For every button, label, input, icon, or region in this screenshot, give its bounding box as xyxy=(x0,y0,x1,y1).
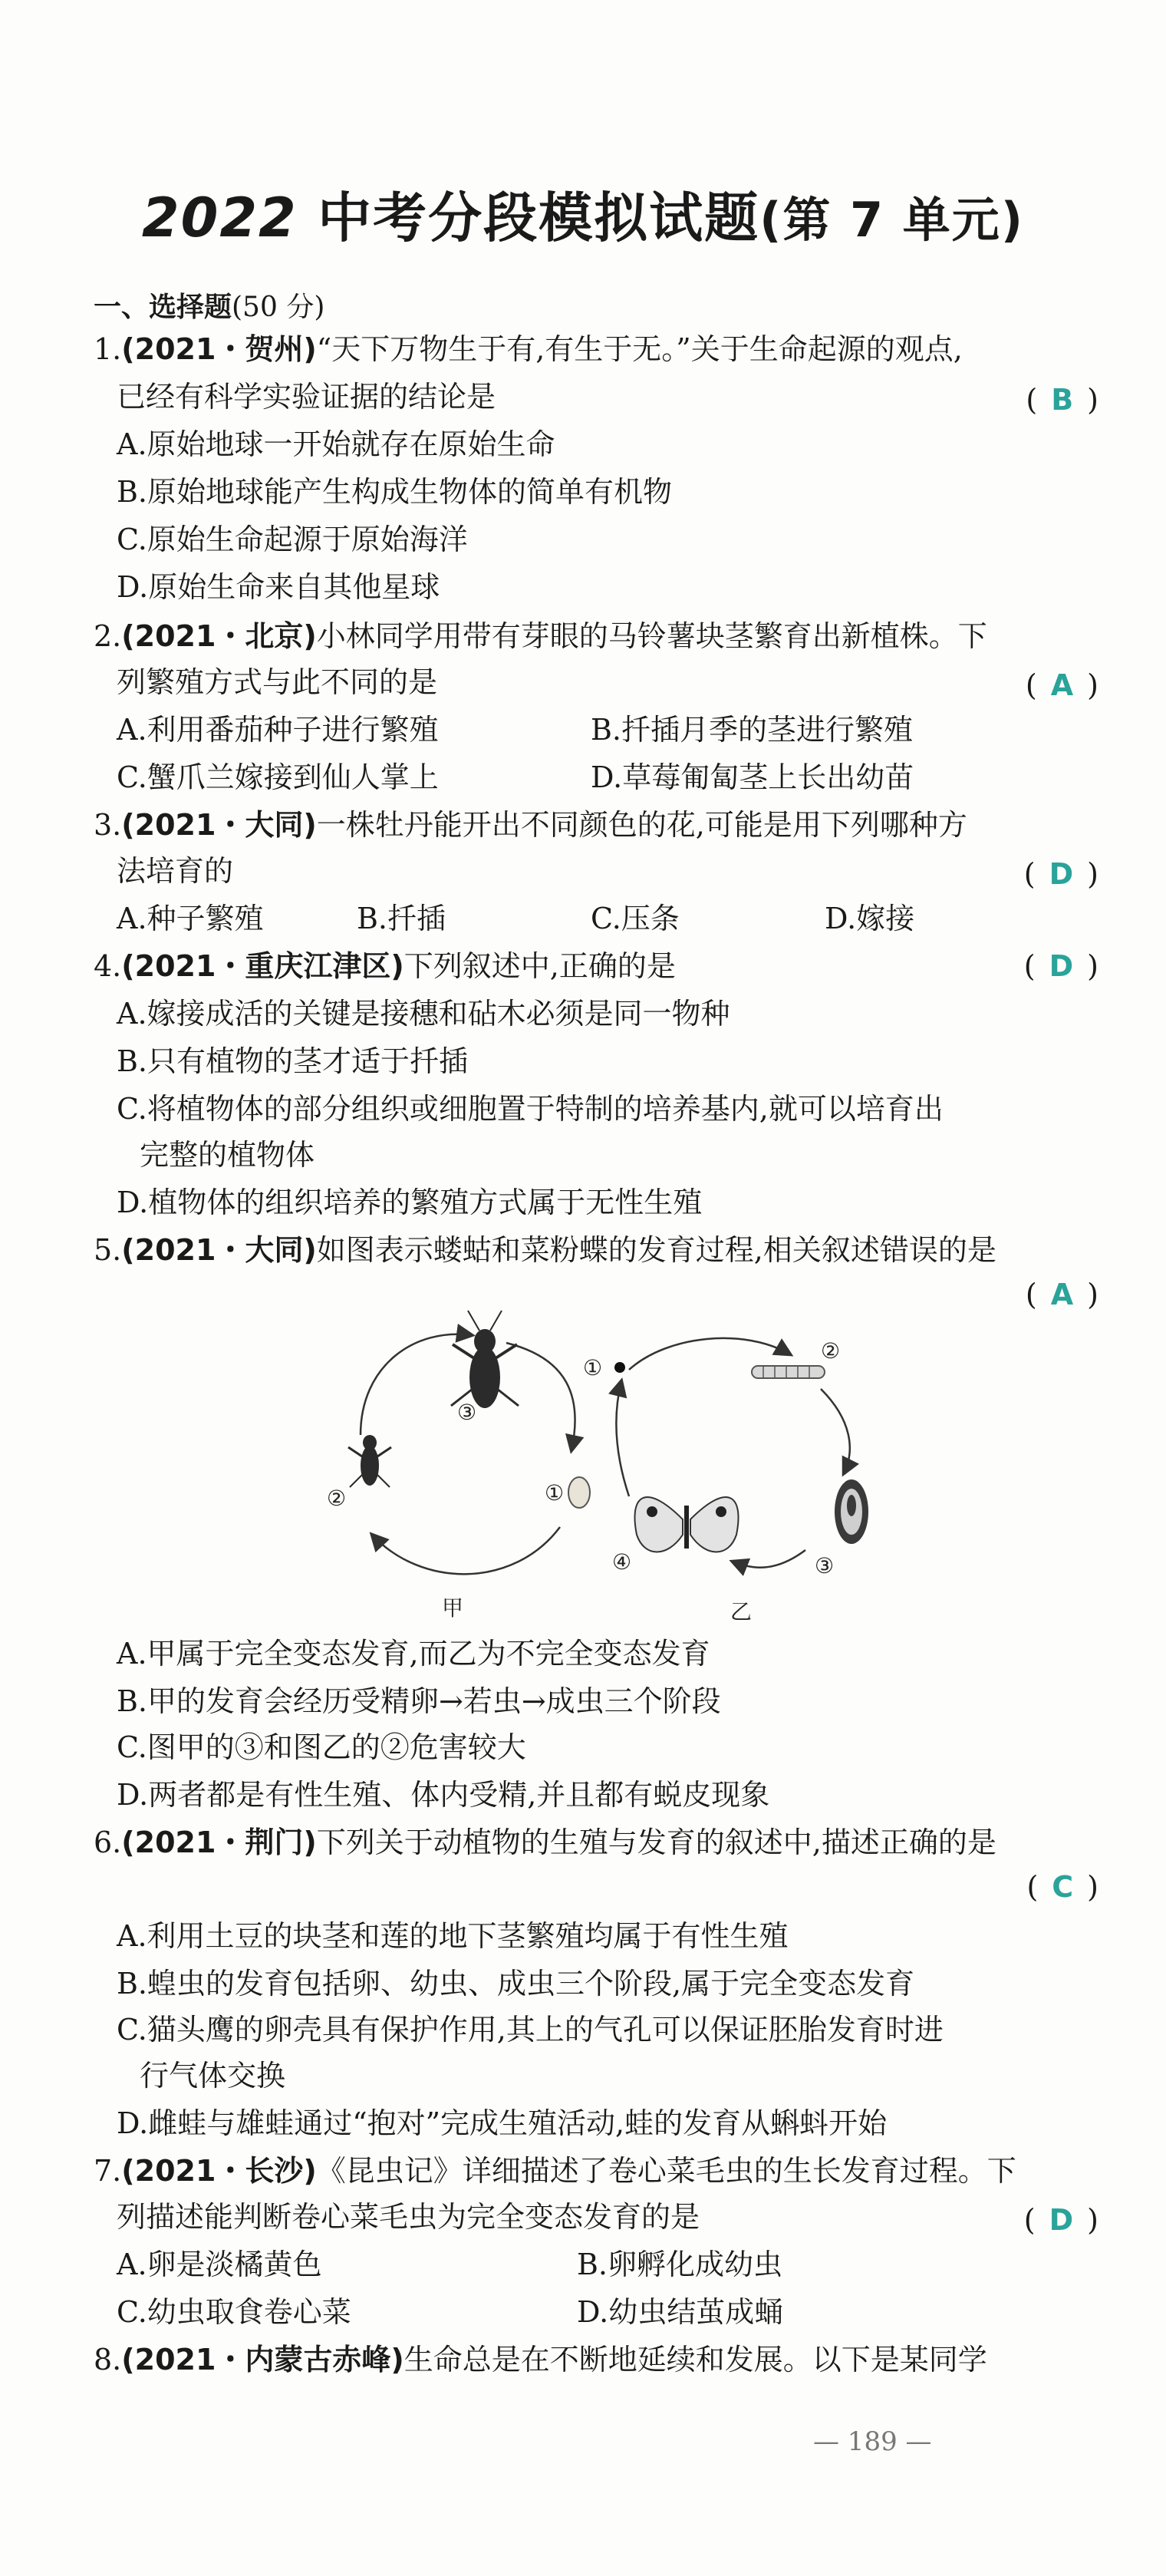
q1-answer: ( B ) xyxy=(1026,383,1098,417)
q1-stem-line2: 已经有科学实验证据的结论是 xyxy=(117,380,496,414)
q1-stem1: “天下万物生于有,有生于无。”关于生命起源的观点, xyxy=(316,332,963,366)
page-title xyxy=(0,175,1166,252)
q2-answer: ( A ) xyxy=(1025,668,1098,702)
q5-answer-value: A xyxy=(1050,1278,1074,1311)
yi-mark-4: ④ xyxy=(612,1549,632,1575)
q4-answer: ( D ) xyxy=(1023,949,1098,983)
q2-stem-line1 xyxy=(94,618,987,654)
yi-arrow-left xyxy=(616,1381,629,1496)
q1-source: (2021・贺州) xyxy=(121,332,317,366)
q5-stem-line1 xyxy=(94,1232,996,1268)
yi-mark-2: ② xyxy=(821,1338,841,1364)
q5-stem1: 如图表示蝼蛄和菜粉蝶的发育过程,相关叙述错误的是 xyxy=(316,1233,996,1267)
pupa xyxy=(835,1479,868,1544)
mole-cricket-adult xyxy=(451,1311,519,1408)
q4-stem-line1 xyxy=(94,948,676,984)
q5-option-b: B.甲的发育会经历受精卵→若虫→成虫三个阶段 xyxy=(117,1684,721,1718)
q8-stem-line1 xyxy=(94,2342,987,2377)
q4-option-c-cont: 完整的植物体 xyxy=(140,1138,315,1172)
q7-option-b: B.卵孵化成幼虫 xyxy=(577,2248,783,2281)
q3-option-d: D.嫁接 xyxy=(825,902,915,935)
q3-answer: ( D ) xyxy=(1023,857,1098,891)
yi-egg xyxy=(614,1362,625,1373)
q2-number: 2. xyxy=(94,619,122,653)
q1-option-a: A.原始地球一开始就存在原始生命 xyxy=(117,427,555,461)
q7-option-d: D.幼虫结茧成蛹 xyxy=(577,2295,784,2329)
q4-option-a: A.嫁接成活的关键是接穗和砧木必须是同一物种 xyxy=(117,997,730,1031)
q8-number: 8. xyxy=(94,2343,122,2376)
butterfly xyxy=(635,1497,739,1552)
q6-option-b: B.蝗虫的发育包括卵、幼虫、成虫三个阶段,属于完全变态发育 xyxy=(117,1967,915,2000)
q7-answer: ( D ) xyxy=(1023,2203,1098,2237)
q3-stem-line1 xyxy=(94,807,967,843)
page-number: — 189 — xyxy=(813,2426,932,2457)
title-unit: (第 7 单元) xyxy=(759,192,1025,248)
q5-option-d: D.两者都是有性生殖、体内受精,并且都有蜕皮现象 xyxy=(117,1778,770,1812)
jia-label: 甲 xyxy=(442,1595,464,1621)
jia-arrow-top xyxy=(361,1334,472,1435)
jia-mark-2: ② xyxy=(327,1486,347,1511)
yi-mark-1: ① xyxy=(583,1355,603,1380)
q3-stem-line2: 法培育的 xyxy=(117,854,234,888)
q7-number: 7. xyxy=(94,2154,122,2188)
caterpillar xyxy=(752,1366,825,1378)
jia-mark-1: ① xyxy=(545,1480,565,1506)
section-points: (50 分) xyxy=(232,292,325,323)
q6-option-a: A.利用土豆的块茎和莲的地下茎繁殖均属于有性生殖 xyxy=(117,1919,789,1953)
q2-stem-line2: 列繁殖方式与此不同的是 xyxy=(117,665,438,699)
jia-egg xyxy=(568,1477,590,1508)
q7-stem-line2: 列描述能判断卷心菜毛虫为完全变态发育的是 xyxy=(117,2200,700,2234)
q6-option-c: C.猫头鹰的卵壳具有保护作用,其上的气孔可以保证胚胎发育时进 xyxy=(117,2013,944,2047)
q6-stem-line1 xyxy=(94,1825,996,1860)
section-heading xyxy=(94,285,324,325)
q4-number: 4. xyxy=(94,949,122,983)
q4-option-c: C.将植物体的部分组织或细胞置于特制的培养基内,就可以培育出 xyxy=(117,1092,944,1126)
q6-number: 6. xyxy=(94,1826,122,1859)
q3-option-c: C.压条 xyxy=(591,902,680,935)
q4-stem1: 下列叙述中,正确的是 xyxy=(403,949,676,983)
q3-answer-value: D xyxy=(1049,857,1074,891)
q4-source: (2021・重庆江津区) xyxy=(121,949,404,983)
q2-source: (2021・北京) xyxy=(121,619,317,653)
q2-stem1: 小林同学用带有芽眼的马铃薯块茎繁育出新植株。下 xyxy=(316,619,987,653)
q3-option-b: B.扦插 xyxy=(357,902,446,935)
jia-arrow-bottom xyxy=(372,1527,560,1574)
q1-stem-line1 xyxy=(94,331,963,367)
q7-stem-line1 xyxy=(94,2153,1016,2188)
q7-option-a: A.卵是淡橘黄色 xyxy=(117,2248,322,2281)
q5-source: (2021・大同) xyxy=(121,1233,317,1267)
q8-stem1: 生命总是在不断地延续和发展。以下是某同学 xyxy=(403,2343,987,2376)
jia-arrow-right xyxy=(506,1343,575,1450)
q5-figure xyxy=(315,1304,898,1627)
q2-answer-value: A xyxy=(1050,668,1074,702)
q6-answer: ( C ) xyxy=(1026,1870,1098,1904)
q4-option-b: B.只有植物的茎才适于扦插 xyxy=(117,1044,469,1078)
q1-number: 1. xyxy=(94,332,122,366)
q5-option-c: C.图甲的③和图乙的②危害较大 xyxy=(117,1730,526,1764)
yi-mark-3: ③ xyxy=(815,1553,835,1578)
q1-answer-value: B xyxy=(1051,383,1074,417)
yi-label: 乙 xyxy=(730,1599,753,1624)
q8-source: (2021・内蒙古赤峰) xyxy=(121,2343,404,2376)
q6-answer-value: C xyxy=(1052,1870,1074,1904)
cycle-jia xyxy=(327,1311,590,1621)
q2-option-d: D.草莓匍匐茎上长出幼苗 xyxy=(591,760,914,794)
section-label: 一、选择题 xyxy=(94,292,232,323)
q6-stem1: 下列关于动植物的生殖与发育的叙述中,描述正确的是 xyxy=(316,1826,996,1859)
title-main: 中考分段模拟试题 xyxy=(318,186,760,249)
q1-option-c: C.原始生命起源于原始海洋 xyxy=(117,523,468,556)
yi-arrow-right xyxy=(821,1389,850,1473)
q3-number: 3. xyxy=(94,808,122,842)
q6-option-c-cont: 行气体交换 xyxy=(140,2059,286,2093)
q5-option-a: A.甲属于完全变态发育,而乙为不完全变态发育 xyxy=(117,1637,710,1671)
yi-arrow-bottom xyxy=(733,1550,805,1568)
yi-arrow-top xyxy=(629,1338,790,1370)
q5-answer: ( A ) xyxy=(1025,1278,1098,1311)
q3-option-a: A.种子繁殖 xyxy=(117,902,264,935)
q5-number: 5. xyxy=(94,1233,122,1267)
q7-answer-value: D xyxy=(1049,2203,1074,2237)
q6-source: (2021・荆门) xyxy=(121,1826,317,1859)
q4-answer-value: D xyxy=(1049,949,1074,983)
q4-option-d: D.植物体的组织培养的繁殖方式属于无性生殖 xyxy=(117,1186,703,1219)
q6-option-d: D.雌蛙与雄蛙通过“抱对”完成生殖活动,蛙的发育从蝌蚪开始 xyxy=(117,2106,888,2140)
q1-option-b: B.原始地球能产生构成生物体的简单有机物 xyxy=(117,475,673,509)
q7-stem1: 《昆虫记》详细描述了卷心菜毛虫的生长发育过程。下 xyxy=(316,2154,1016,2188)
mole-cricket-nymph xyxy=(348,1435,391,1487)
q7-source: (2021・长沙) xyxy=(121,2154,317,2188)
q2-option-b: B.扦插月季的茎进行繁殖 xyxy=(591,713,914,747)
q7-option-c: C.幼虫取食卷心菜 xyxy=(117,2295,351,2329)
cycle-yi xyxy=(583,1338,868,1624)
q3-source: (2021・大同) xyxy=(121,808,317,842)
q3-stem1: 一株牡丹能开出不同颜色的花,可能是用下列哪种方 xyxy=(316,808,967,842)
q2-option-c: C.蟹爪兰嫁接到仙人掌上 xyxy=(117,760,439,794)
title-year: 2022 xyxy=(141,186,298,249)
q2-option-a: A.利用番茄种子进行繁殖 xyxy=(117,713,439,747)
q1-option-d: D.原始生命来自其他星球 xyxy=(117,570,440,604)
jia-mark-3: ③ xyxy=(457,1400,477,1425)
